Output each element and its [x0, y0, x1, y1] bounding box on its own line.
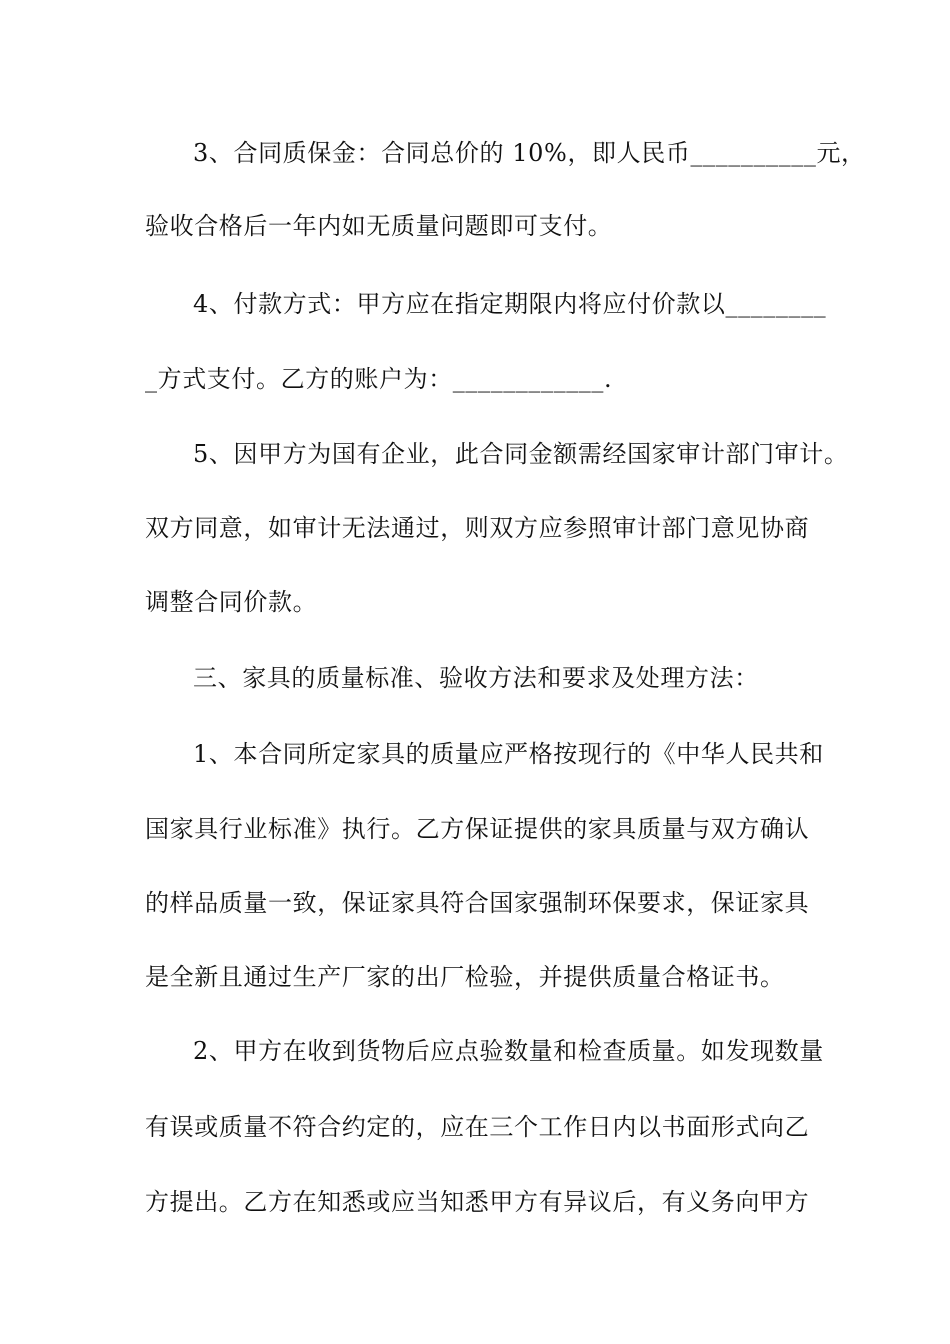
- section-3-item-2-line-2: 有误或质量不符合约定的，应在三个工作日内以书面形式向乙: [145, 1113, 810, 1141]
- section-3-item-1-line-1: 1、本合同所定家具的质量应严格按现行的《中华人民共和: [193, 740, 824, 768]
- section-3-heading: 三、家具的质量标准、验收方法和要求及处理方法：: [193, 664, 759, 692]
- clause-4-line-2: _方式支付。乙方的账户为：____________.: [145, 365, 613, 393]
- clause-5-line-1: 5、因甲方为国有企业，此合同金额需经国家审计部门审计。: [193, 440, 849, 468]
- section-3-item-1-line-4: 是全新且通过生产厂家的出厂检验，并提供质量合格证书。: [145, 963, 785, 991]
- clause-3-line-1: 3、合同质保金：合同总价的 10%，即人民币__________元，: [193, 139, 866, 167]
- clause-5-line-3: 调整合同价款。: [145, 588, 318, 616]
- section-3-item-1-line-3: 的样品质量一致，保证家具符合国家强制环保要求，保证家具: [145, 889, 810, 917]
- section-3-item-1-line-2: 国家具行业标准》执行。乙方保证提供的家具质量与双方确认: [145, 815, 810, 843]
- section-3-item-2-line-3: 方提出。乙方在知悉或应当知悉甲方有异议后，有义务向甲方: [145, 1188, 810, 1216]
- section-3-item-2-line-1: 2、甲方在收到货物后应点验数量和检查质量。如发现数量: [193, 1037, 824, 1065]
- clause-3-line-2: 验收合格后一年内如无质量问题即可支付。: [145, 212, 613, 240]
- clause-5-line-2: 双方同意，如审计无法通过，则双方应参照审计部门意见协商: [145, 514, 810, 542]
- clause-4-line-1: 4、付款方式：甲方应在指定期限内将应付价款以________: [193, 290, 827, 318]
